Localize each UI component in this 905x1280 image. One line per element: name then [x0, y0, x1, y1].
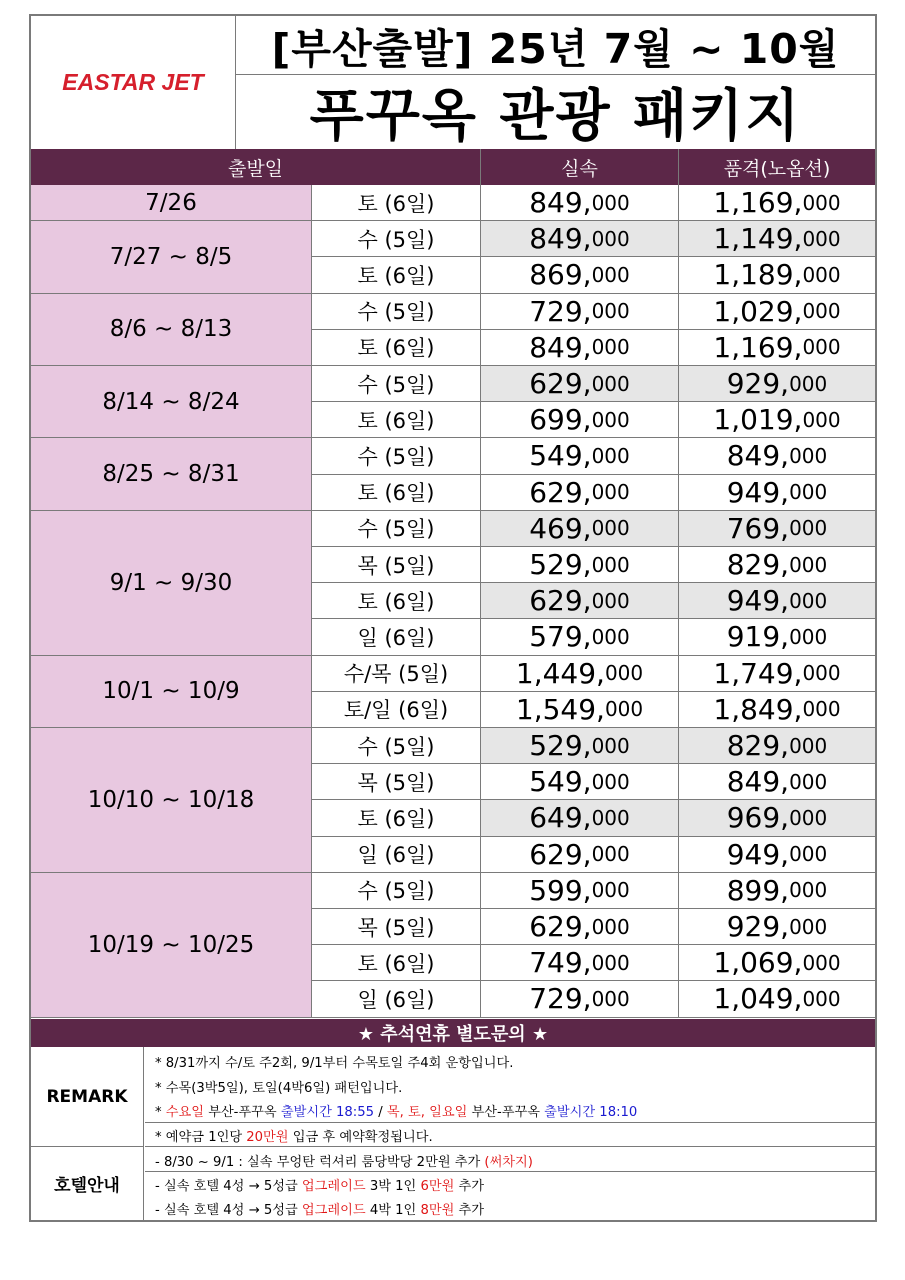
premium-price-suffix: 000: [789, 805, 828, 830]
header: [31, 16, 875, 150]
premium-price-main: 969,: [726, 801, 790, 835]
premium-price: [679, 475, 875, 511]
basic-price: [481, 257, 679, 293]
premium-price-suffix: 000: [789, 842, 828, 867]
hotel-text: 4박 1인: [365, 1203, 421, 1218]
basic-price: [481, 909, 679, 945]
basic-price-suffix: 000: [591, 842, 630, 867]
departure-date: 8/25 ~ 8/31: [31, 438, 312, 510]
column-header-premium: 품격(노옵션): [679, 149, 875, 185]
premium-price-main: 769,: [726, 511, 790, 545]
weekday-duration: 수 (5일): [312, 873, 481, 909]
basic-price-suffix: 000: [591, 480, 630, 505]
premium-price: [679, 257, 875, 293]
basic-price: [481, 800, 679, 836]
basic-price-suffix: 000: [591, 769, 630, 794]
premium-price-suffix: 000: [802, 407, 841, 432]
premium-price: [679, 583, 875, 619]
basic-price-suffix: 000: [591, 299, 630, 324]
hotel-line: [155, 1151, 533, 1170]
premium-price: [679, 873, 875, 909]
weekday-duration: 목 (5일): [312, 909, 481, 945]
premium-price-main: 1,189,: [713, 258, 803, 292]
hotel-body: [145, 1147, 875, 1220]
premium-price: [679, 366, 875, 402]
remark-body: [145, 1047, 875, 1147]
premium-price-suffix: 000: [789, 371, 828, 396]
premium-price: [679, 438, 875, 474]
premium-price-main: 1,749,: [713, 656, 803, 690]
basic-price: [481, 475, 679, 511]
basic-price-main: 699,: [529, 403, 592, 437]
premium-price-suffix: 000: [802, 661, 841, 686]
departure-date: 10/19 ~ 10/25: [31, 873, 312, 1018]
basic-price-suffix: 000: [591, 226, 630, 251]
column-header-basic: 실속: [481, 149, 679, 185]
premium-price-suffix: 000: [789, 914, 828, 939]
weekday-duration: 목 (5일): [312, 547, 481, 583]
premium-price-main: 949,: [726, 584, 790, 618]
premium-price-suffix: 000: [789, 769, 828, 794]
departure-date: 7/27 ~ 8/5: [31, 221, 312, 293]
remark-highlight: 수요일: [165, 1105, 205, 1120]
eastar-jet-logo: EASTAR JET: [62, 69, 204, 95]
premium-price-main: 849,: [726, 439, 790, 473]
basic-price: [481, 294, 679, 330]
hotel-text: - 8/30 ~ 9/1 : 실속 무엉탄 럭셔리 룸당박당 2만원 추가: [155, 1155, 485, 1170]
basic-price-main: 629,: [529, 475, 592, 509]
premium-price: [679, 837, 875, 873]
remark-text: * 예약금 1인당: [155, 1130, 247, 1145]
premium-price-main: 899,: [726, 873, 790, 907]
basic-price: [481, 764, 679, 800]
premium-price: [679, 981, 875, 1017]
basic-price: [481, 837, 679, 873]
hotel-highlight: 업그레이드: [301, 1179, 366, 1194]
basic-price: [481, 221, 679, 257]
basic-price: [481, 583, 679, 619]
premium-price-main: 1,169,: [713, 186, 803, 220]
basic-price-main: 599,: [529, 873, 592, 907]
weekday-duration: 토 (6일): [312, 583, 481, 619]
weekday-duration: 토 (6일): [312, 402, 481, 438]
hotel-line: [155, 1175, 484, 1194]
premium-price: [679, 728, 875, 764]
basic-price: [481, 366, 679, 402]
premium-price-suffix: 000: [789, 624, 828, 649]
basic-price: [481, 728, 679, 764]
premium-price: [679, 909, 875, 945]
premium-price-main: 919,: [726, 620, 790, 654]
premium-price-suffix: 000: [802, 950, 841, 975]
premium-price-main: 829,: [726, 729, 790, 763]
premium-price-suffix: 000: [789, 443, 828, 468]
premium-price: [679, 402, 875, 438]
weekday-duration: 토 (6일): [312, 945, 481, 981]
remark-line: * 수목(3박5일), 토일(4박6일) 패턴입니다.: [155, 1081, 403, 1096]
weekday-duration: 토 (6일): [312, 330, 481, 366]
hotel-text: 추가: [454, 1179, 485, 1194]
remark-departure-time: 출발시간 18:55: [280, 1105, 375, 1120]
premium-price: [679, 692, 875, 728]
premium-price-main: 849,: [726, 765, 790, 799]
basic-price-main: 849,: [529, 186, 592, 220]
basic-price-main: 469,: [529, 511, 592, 545]
weekday-duration: 토 (6일): [312, 800, 481, 836]
premium-price: [679, 800, 875, 836]
basic-price-suffix: 000: [591, 335, 630, 360]
premium-price-main: 929,: [726, 367, 790, 401]
logo-area: [31, 16, 236, 149]
weekday-duration: 수 (5일): [312, 438, 481, 474]
premium-price-suffix: 000: [802, 697, 841, 722]
premium-price-main: 1,169,: [713, 330, 803, 364]
basic-price-suffix: 000: [591, 443, 630, 468]
basic-price-main: 1,449,: [515, 656, 605, 690]
basic-price: [481, 981, 679, 1017]
hotel-line: [155, 1199, 484, 1218]
premium-price-main: 929,: [726, 910, 790, 944]
premium-price: [679, 619, 875, 655]
departure-date: 10/10 ~ 10/18: [31, 728, 312, 873]
premium-price-suffix: 000: [789, 733, 828, 758]
premium-price-main: 1,049,: [713, 982, 803, 1016]
remark-text: *: [155, 1105, 166, 1120]
premium-price-suffix: 000: [802, 299, 841, 324]
remark-departure-time: 출발시간 18:10: [544, 1105, 638, 1120]
weekday-duration: 토 (6일): [312, 475, 481, 511]
basic-price-suffix: 000: [591, 624, 630, 649]
basic-price-suffix: 000: [591, 407, 630, 432]
remark-text: 부산-푸꾸옥: [204, 1105, 281, 1120]
premium-price: [679, 294, 875, 330]
basic-price-main: 529,: [529, 729, 592, 763]
basic-price-main: 749,: [529, 946, 592, 980]
basic-price-main: 649,: [529, 801, 592, 835]
divider: [145, 1122, 875, 1123]
premium-price: [679, 330, 875, 366]
basic-price-suffix: 000: [591, 805, 630, 830]
hotel-label: 호텔안내: [31, 1147, 144, 1220]
column-header-departure: 출발일: [31, 149, 481, 185]
basic-price: [481, 438, 679, 474]
basic-price-main: 729,: [529, 982, 592, 1016]
departure-date: 8/6 ~ 8/13: [31, 294, 312, 366]
weekday-duration: 수 (5일): [312, 294, 481, 330]
basic-price-main: 729,: [529, 294, 592, 328]
premium-price-main: 949,: [726, 475, 790, 509]
remark-highlight: 목, 토, 일요일: [386, 1105, 468, 1120]
departure-date: 8/14 ~ 8/24: [31, 366, 312, 438]
premium-price: [679, 547, 875, 583]
departure-date: 10/1 ~ 10/9: [31, 656, 312, 728]
title-line-1: [부산출발] 25년 7월 ~ 10월: [236, 16, 875, 75]
holiday-notice: ★ 추석연휴 별도문의 ★: [31, 1019, 875, 1047]
hotel-text: 추가: [454, 1203, 485, 1218]
remark-text: 부산-푸꾸옥: [467, 1105, 545, 1120]
basic-price: [481, 185, 679, 221]
basic-price: [481, 619, 679, 655]
weekday-duration: 토/일 (6일): [312, 692, 481, 728]
premium-price-suffix: 000: [802, 190, 841, 215]
premium-price-suffix: 000: [789, 480, 828, 505]
basic-price: [481, 402, 679, 438]
remark-line: * 8/31까지 수/토 주2회, 9/1부터 수목토일 주4회 운항입니다.: [155, 1056, 514, 1071]
hotel-highlight: 8만원: [420, 1203, 455, 1218]
hotel-text: 3박 1인: [365, 1179, 421, 1194]
basic-price-suffix: 000: [591, 986, 630, 1011]
title-line-2: 푸꾸옥 관광 패키지: [309, 84, 802, 149]
premium-price: [679, 511, 875, 547]
weekday-duration: 토 (6일): [312, 257, 481, 293]
hotel-text: - 실속 호텔 4성 → 5성급: [155, 1179, 302, 1194]
basic-price-suffix: 000: [591, 516, 630, 541]
basic-price-suffix: 000: [591, 878, 630, 903]
basic-price-main: 1,549,: [515, 692, 605, 726]
premium-price-suffix: 000: [802, 335, 841, 360]
hotel-highlight: 6만원: [420, 1179, 455, 1194]
basic-price-suffix: 000: [604, 661, 644, 686]
weekday-duration: 목 (5일): [312, 764, 481, 800]
basic-price-suffix: 000: [604, 697, 644, 722]
basic-price-main: 629,: [529, 367, 592, 401]
premium-price-main: 949,: [726, 837, 790, 871]
remark-highlight: 20만원: [246, 1130, 289, 1145]
weekday-duration: 수 (5일): [312, 366, 481, 402]
premium-price-suffix: 000: [789, 516, 828, 541]
price-sheet: [29, 14, 877, 1222]
premium-price: [679, 185, 875, 221]
remark-line: [155, 1126, 433, 1145]
premium-price-suffix: 000: [802, 986, 841, 1011]
premium-price-main: 1,069,: [713, 946, 803, 980]
weekday-duration: 토 (6일): [312, 185, 481, 221]
premium-price-suffix: 000: [802, 262, 841, 287]
remark-label: REMARK: [31, 1047, 144, 1147]
premium-price-suffix: 000: [789, 552, 828, 577]
weekday-duration: 일 (6일): [312, 619, 481, 655]
basic-price: [481, 511, 679, 547]
basic-price-suffix: 000: [591, 588, 630, 613]
weekday-duration: 일 (6일): [312, 981, 481, 1017]
basic-price-main: 579,: [529, 620, 592, 654]
basic-price-suffix: 000: [591, 552, 630, 577]
basic-price-main: 849,: [529, 222, 592, 256]
basic-price-main: 629,: [529, 910, 592, 944]
weekday-duration: 수/목 (5일): [312, 656, 481, 692]
basic-price-main: 549,: [529, 765, 592, 799]
divider: [145, 1171, 875, 1172]
remark-text: /: [374, 1105, 387, 1120]
premium-price-main: 1,149,: [713, 222, 803, 256]
basic-price-main: 529,: [529, 548, 592, 582]
weekday-duration: 수 (5일): [312, 221, 481, 257]
remark-text: 입금 후 예약확정됩니다.: [288, 1130, 433, 1145]
basic-price-main: 549,: [529, 439, 592, 473]
premium-price: [679, 221, 875, 257]
premium-price-suffix: 000: [802, 226, 841, 251]
departure-date: 9/1 ~ 9/30: [31, 511, 312, 656]
premium-price-suffix: 000: [789, 878, 828, 903]
remark-line: [155, 1101, 637, 1120]
departure-date: 7/26: [31, 185, 312, 221]
weekday-duration: 수 (5일): [312, 511, 481, 547]
hotel-highlight: (써차지): [484, 1155, 533, 1170]
basic-price: [481, 656, 679, 692]
premium-price-suffix: 000: [789, 588, 828, 613]
basic-price-main: 849,: [529, 330, 592, 364]
premium-price-main: 1,849,: [713, 692, 803, 726]
hotel-highlight: 업그레이드: [301, 1203, 366, 1218]
basic-price: [481, 547, 679, 583]
basic-price-suffix: 000: [591, 262, 630, 287]
premium-price: [679, 945, 875, 981]
basic-price: [481, 945, 679, 981]
basic-price-suffix: 000: [591, 733, 630, 758]
basic-price-main: 869,: [529, 258, 592, 292]
premium-price-main: 829,: [726, 548, 790, 582]
basic-price-suffix: 000: [591, 190, 630, 215]
basic-price-suffix: 000: [591, 950, 630, 975]
premium-price: [679, 656, 875, 692]
basic-price-suffix: 000: [591, 914, 630, 939]
premium-price: [679, 764, 875, 800]
basic-price: [481, 873, 679, 909]
basic-price-suffix: 000: [591, 371, 630, 396]
hotel-text: - 실속 호텔 4성 → 5성급: [155, 1203, 302, 1218]
basic-price: [481, 692, 679, 728]
basic-price: [481, 330, 679, 366]
basic-price-main: 629,: [529, 584, 592, 618]
weekday-duration: 일 (6일): [312, 837, 481, 873]
basic-price-main: 629,: [529, 837, 592, 871]
premium-price-main: 1,029,: [713, 294, 803, 328]
weekday-duration: 수 (5일): [312, 728, 481, 764]
premium-price-main: 1,019,: [713, 403, 803, 437]
